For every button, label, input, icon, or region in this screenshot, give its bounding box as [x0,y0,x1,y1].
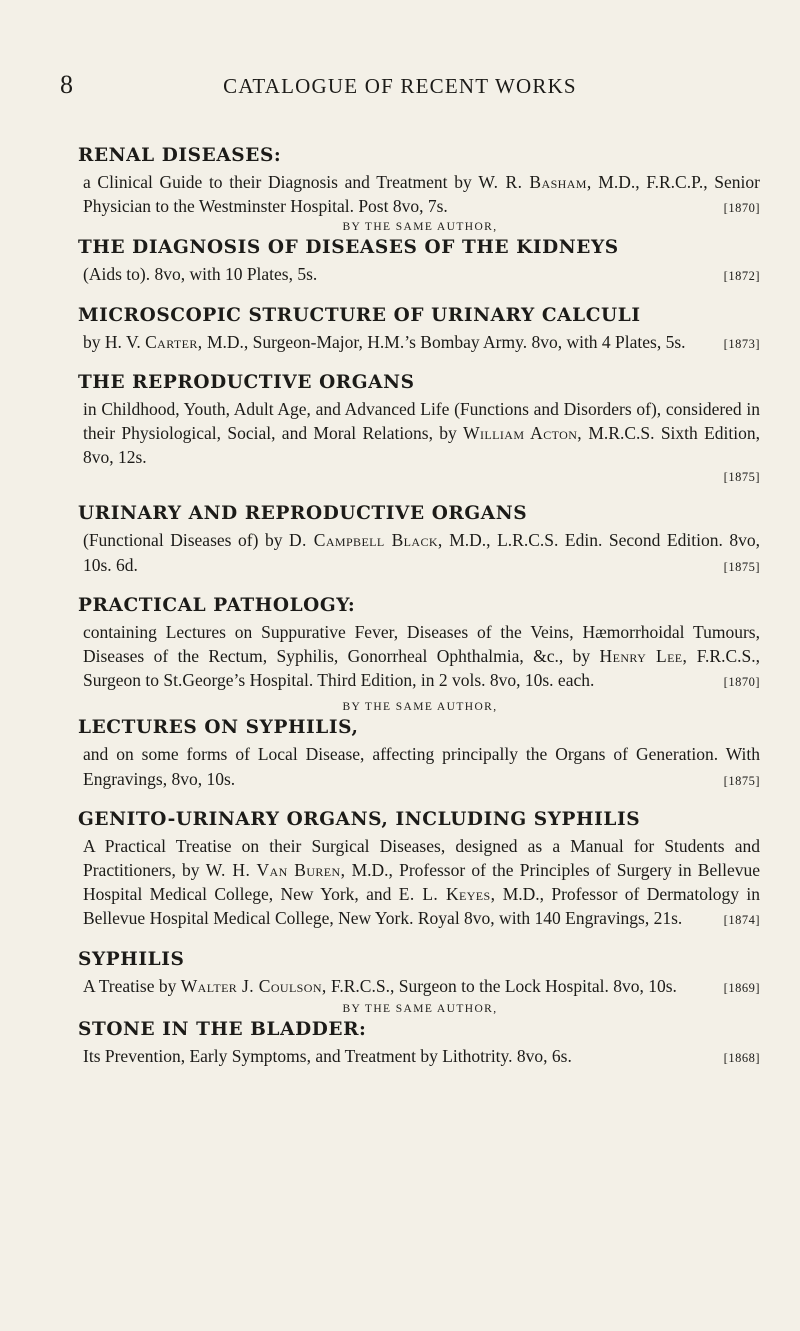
entry-year: [1870] [723,675,760,690]
entry-year: [1870] [723,201,760,216]
entry-title: URINARY AND REPRODUCTIVE ORGANS [78,503,528,525]
entry-description [80,742,760,790]
same-author-note: BY THE SAME AUTHOR, [342,221,498,234]
entry-year: [1875] [723,773,760,788]
entry-text: F.R.C.S., Surgeon to the Lock Hospital. 8vo, 10s. [326,975,677,996]
entry-text: M.D., Surgeon-Major, H.M.’s Bombay Army. 8vo, with 4 Plates, 5s. [202,331,686,352]
entry-title: STONE IN THE BLADDER: [78,1018,367,1040]
entry-year: [1869] [723,980,760,995]
entry-text: a Clinical Guide to their Diagnosis and Treatment by [83,172,479,192]
running-title: CATALOGUE OF RECENT WORKS [223,74,577,98]
catalogue-entries [80,144,760,1085]
entry-text: F.R.C.S., Surgeon to St.George’s Hospital. Third Edition, in 2 vols. 8vo, 10s. each. [83,646,760,691]
entry-text: (Aids to). 8vo, with 10 Plates, 5s. [83,264,318,285]
catalogue-entry [80,1003,760,1068]
entry-title: LECTURES ON SYPHILIS, [78,717,359,739]
entry-title: RENAL DISEASES: [78,145,282,166]
entry-text: M.R.C.S. Sixth Edition, 8vo, 12s. [83,423,761,468]
catalogue-entry [80,701,760,790]
entry-author: Walter J. Coulson, [180,975,327,996]
entry-title: MICROSCOPIC STRUCTURE OF URINARY CALCULI [78,304,641,326]
entry-title: THE REPRODUCTIVE ORGANS [78,371,415,393]
entry-text: M.D., Professor of the Principles of Surgery in Bellevue Hospital Medical College, New York, and [83,860,760,905]
entry-text: and on some forms of Local Disease, affecting principally the Organs of Generation. With Engravings, 8vo, 10s. [83,744,760,789]
same-author-note: BY THE SAME AUTHOR, [342,701,498,714]
entry-author: W. R. Basham, [478,172,592,192]
entry-description [80,170,760,218]
entry-author: W. H. Van Buren, [205,860,346,881]
catalogue-entry [80,594,760,693]
entry-text: A Treatise by [83,975,181,996]
entry-text: M.D., F.R.C.P., Senior Physician to the Westminster Hospital. Post 8vo, 7s. [83,172,760,217]
entry-description [80,834,760,931]
entry-author: Carter, [145,331,203,352]
entry-author: Henry Lee, [599,646,688,667]
catalogue-entry [80,144,760,218]
entry-title: PRACTICAL PATHOLOGY: [78,594,356,616]
catalogue-entry [80,304,760,354]
entry-description [80,1044,760,1068]
entry-description [80,330,760,354]
catalogue-entry [80,371,760,486]
entry-text: M.D., Professor of Dermatology in Bellevue Hospital Medical College, New York. Royal 8vo, with 140 Engravings, 21s. [83,884,761,929]
entry-text: Its Prevention, Early Symptoms, and Treatment by Lithotrity. 8vo, 6s. [83,1045,572,1066]
entry-text: in Childhood, Youth, Adult Age, and Advanced Life (Functions and Disorders of), considered in their Physiological, Social, and Moral Relations, by [83,398,760,444]
entry-text: M.D., L.R.C.S. Edin. Second Edition. 8vo, 10s. 6d. [83,530,760,575]
entry-description [80,528,760,576]
entry-title: THE DIAGNOSIS OF DISEASES OF THE KIDNEYS [78,237,619,259]
entry-description [80,974,760,998]
catalogue-entry [80,221,760,286]
entry-text: by H. V. [83,331,146,352]
entry-year: [1872] [723,269,760,284]
same-author-note: BY THE SAME AUTHOR, [342,1002,498,1015]
page-header [0,70,800,110]
entry-title: GENITO-URINARY ORGANS, INCLUDING SYPHILIS [78,808,641,830]
catalogue-entry [80,948,760,998]
entry-author: E. L. Keyes, [398,884,496,905]
entry-description [80,262,760,286]
entry-year: [1868] [723,1050,760,1065]
entry-description [80,620,760,693]
entry-description [80,397,760,470]
entry-author: William Acton, [463,423,583,444]
entry-text: containing Lectures on Suppurative Fever, Diseases of the Veins, Hæmorrhoidal Tumours, Diseases of the Rectum, Syphilis, Gonorrheal Ophthalmia, &c., by [83,621,760,667]
entry-year: [1875] [723,470,760,485]
entry-year: [1875] [723,559,760,574]
entry-year: [1874] [723,913,760,928]
entry-text: A Practical Treatise on their Surgical Diseases, designed as a Manual for Students and Practitioners, by [83,835,760,881]
catalogue-entry [80,502,760,576]
entry-title: SYPHILIS [78,948,185,970]
entry-author: D. Campbell Black, [289,530,443,551]
entry-text: (Functional Diseases of) by [83,530,289,551]
catalogue-entry [80,808,760,931]
page-number: 8 [60,70,73,99]
entry-year: [1873] [723,336,760,351]
